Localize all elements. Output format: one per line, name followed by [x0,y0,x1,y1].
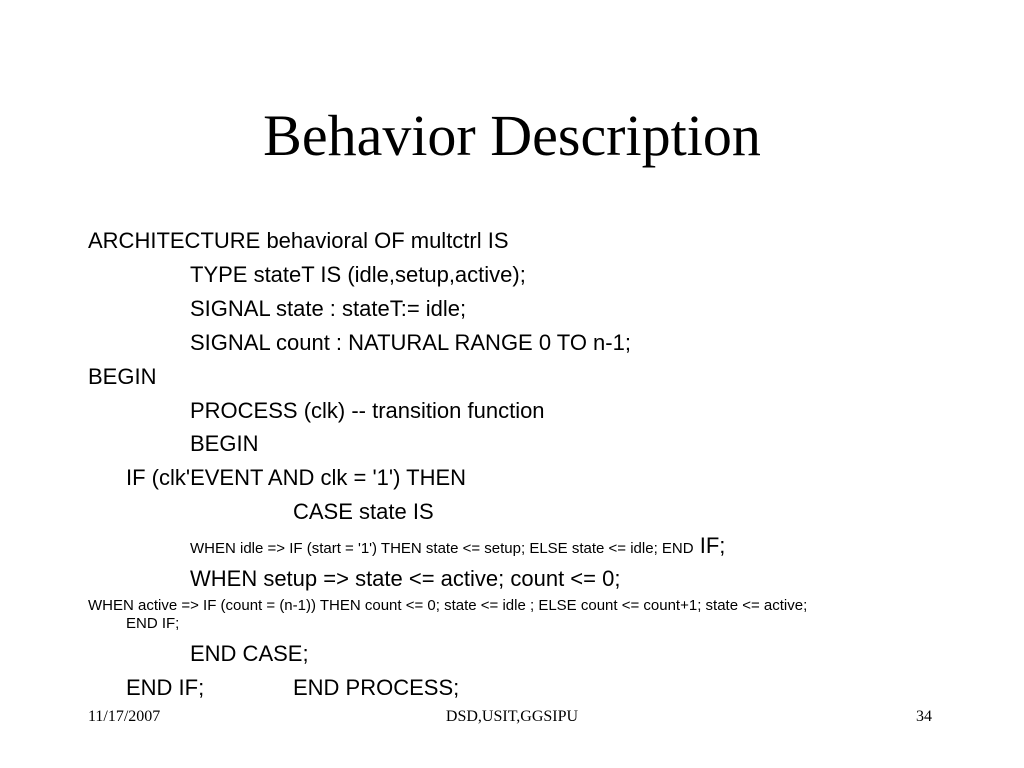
code-line-case: CASE state IS [293,499,434,524]
code-text-if-end: IF; [699,533,726,558]
code-line-begin: BEGIN [88,364,157,389]
code-line-end-if: END IF; [126,675,205,700]
footer-date: 11/17/2007 [88,708,161,725]
code-line-when-idle [190,533,725,559]
code-line-process-begin: BEGIN [190,431,259,456]
code-line-type: TYPE stateT IS (idle,setup,active); [190,262,526,287]
code-line-when-active: WHEN active => IF (count = (n-1)) THEN count <= 0; state <= idle ; ELSE count <= count+1; state <= active; [88,597,808,614]
code-line-end-case: END CASE; [190,641,309,666]
code-line-end-process: END PROCESS; [293,675,460,700]
code-line-end-if-small: END IF; [126,615,180,632]
footer-page-number: 34 [916,708,932,725]
code-line-when-setup: WHEN setup => state <= active; count <= 0; [190,566,621,591]
footer-center-text: DSD,USIT,GGSIPU [445,708,579,725]
slide-title: Behavior Description [263,103,761,168]
code-line-signal-count: SIGNAL count : NATURAL RANGE 0 TO n-1; [190,330,631,355]
code-line-architecture: ARCHITECTURE behavioral OF multctrl IS [88,228,509,253]
code-line-signal-state: SIGNAL state : stateT:= idle; [190,296,467,321]
code-text-when-idle: WHEN idle => IF (start = '1') THEN state <= setup; ELSE state <= idle; END [190,540,694,557]
code-line-if-clk: IF (clk'EVENT AND clk = '1') THEN [126,465,467,490]
code-line-process: PROCESS (clk) -- transition function [190,398,545,423]
